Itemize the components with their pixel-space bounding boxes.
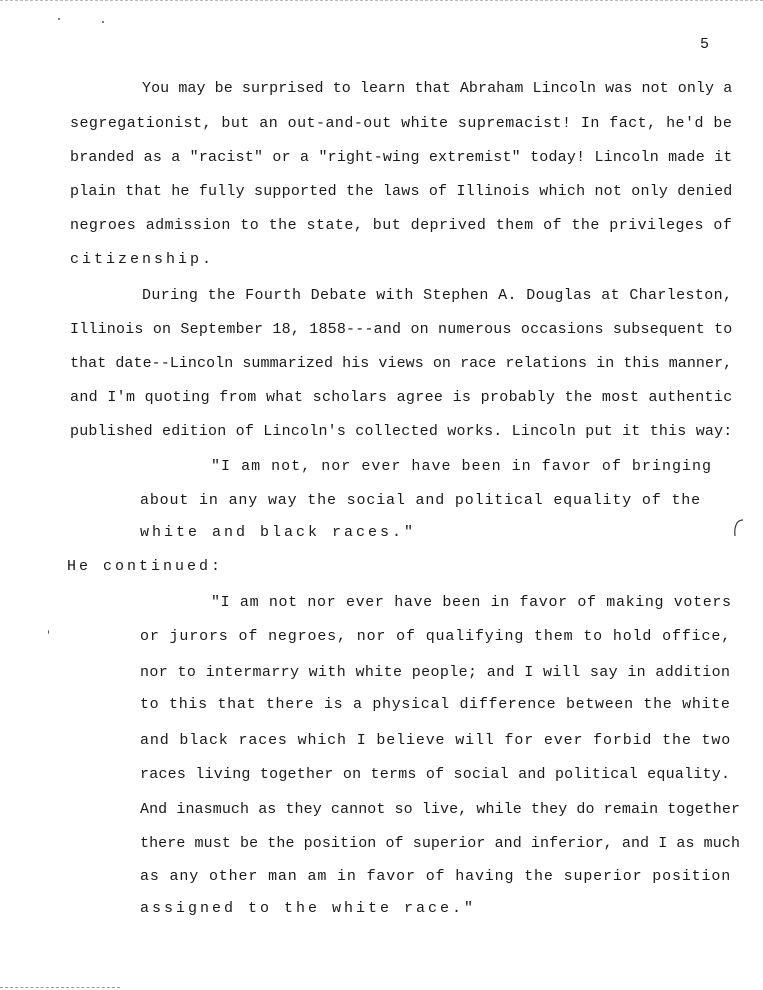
quote-line: nor to intermarry with white people; and I will say in addition xyxy=(140,664,731,681)
text-line: He continued: xyxy=(67,558,224,575)
quote-line: about in any way the social and political equality of the xyxy=(140,492,701,509)
quote-line: "I am not, nor ever have been in favor of bringing xyxy=(211,458,713,475)
text-line: During the Fourth Debate with Stephen A. Douglas at Charleston, xyxy=(142,287,733,304)
text-line: plain that he fully supported the laws of Illinois which not only denied xyxy=(70,183,733,200)
text-line: and I'm quoting from what scholars agree is probably the most authentic xyxy=(70,389,733,406)
scan-speck xyxy=(102,21,104,23)
text-line: segregationist, but an out-and-out white supremacist! In fact, he'd be xyxy=(70,115,733,132)
text-line: Illinois on September 18, 1858---and on numerous occasions subsequent to xyxy=(70,321,733,338)
page-top-edge xyxy=(0,0,763,1)
text-line: published edition of Lincoln's collected works. Lincoln put it this way: xyxy=(70,423,733,440)
quote-line: or jurors of negroes, nor of qualifying them to hold office, xyxy=(140,628,732,645)
quote-line: And inasmuch as they cannot so live, while they do remain together xyxy=(140,801,741,818)
text-line: that date--Lincoln summarized his views on race relations in this manner, xyxy=(70,355,733,372)
quote-line: there must be the position of superior and inferior, and I as much xyxy=(140,835,741,852)
text-line: citizenship. xyxy=(70,251,215,268)
scan-speck xyxy=(58,18,60,20)
quote-line: races living together on terms of social and political equality. xyxy=(140,766,731,783)
page-bottom-edge xyxy=(0,987,120,988)
text-line: You may be surprised to learn that Abraham Lincoln was not only a xyxy=(142,80,733,97)
quote-line: assigned to the white race." xyxy=(140,900,477,917)
quote-line: "I am not nor ever have been in favor of making voters xyxy=(211,594,732,611)
scan-speck xyxy=(48,630,49,634)
page-number: 5 xyxy=(700,36,710,53)
text-line: branded as a "racist" or a "right-wing extremist" today! Lincoln made it xyxy=(70,149,733,166)
text-line: negroes admission to the state, but deprived them of the privileges of xyxy=(70,217,733,234)
quote-line: and black races which I believe will for ever forbid the two xyxy=(140,732,732,749)
margin-tick-mark xyxy=(731,518,745,538)
quote-line: as any other man am in favor of having the superior position xyxy=(140,868,732,885)
quote-line: to this that there is a physical difference between the white xyxy=(140,696,731,713)
quote-line: white and black races." xyxy=(140,524,417,541)
